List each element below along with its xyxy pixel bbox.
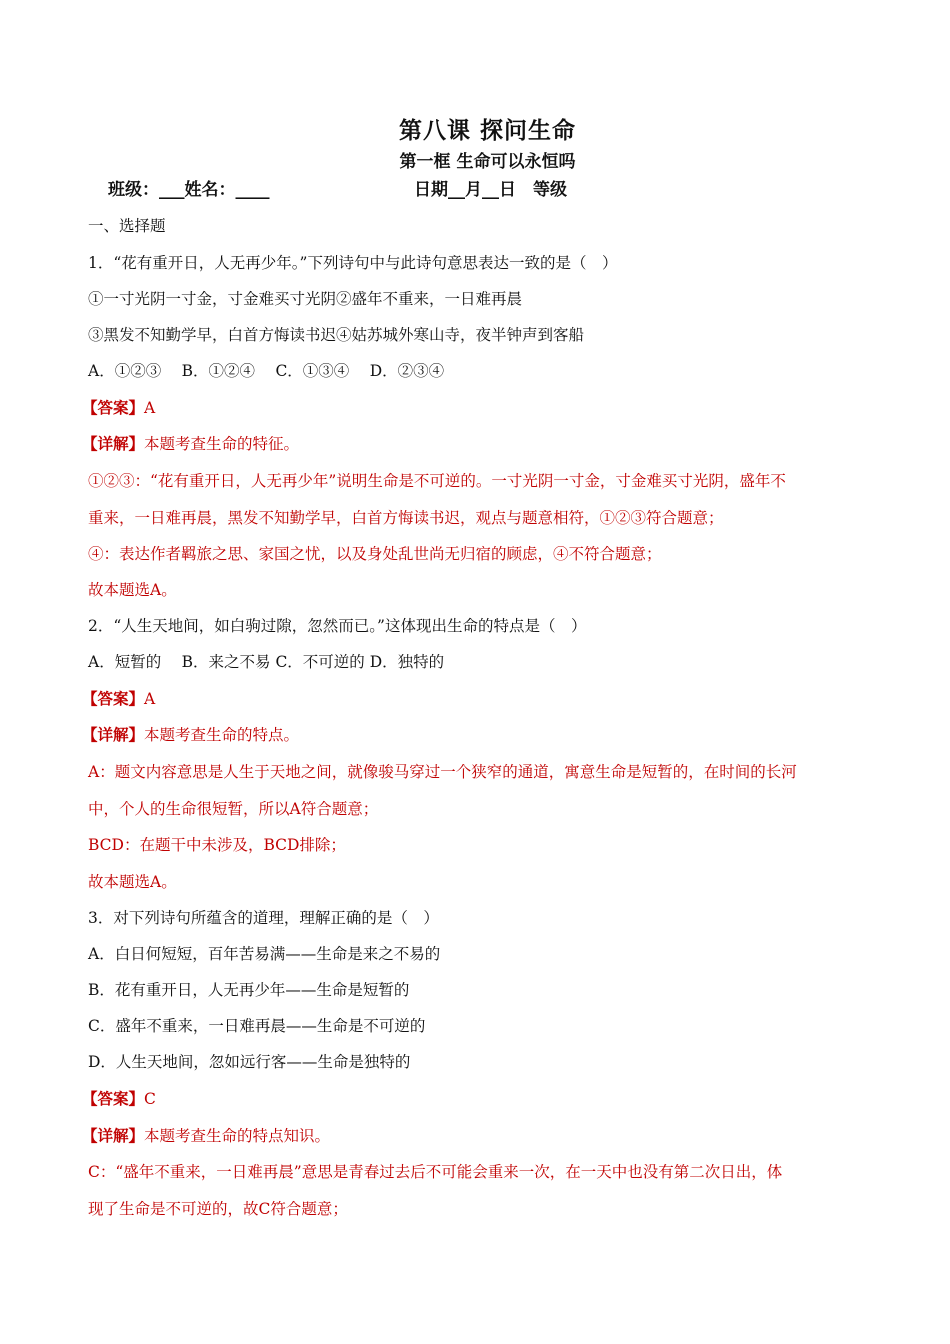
q3-answer xyxy=(82,1087,156,1109)
answer-value: A xyxy=(144,690,156,708)
q3-option-b: B．花有重开日，人无再少年——生命是短暂的 xyxy=(88,981,410,999)
q3-detail xyxy=(82,1124,330,1146)
date-grade-fields: 日期__月__日 等级 xyxy=(414,180,567,200)
q2-choices: A．短暂的 B．来之不易 C．不可逆的 D．独特的 xyxy=(88,653,445,671)
answer-tag: 【答案】 xyxy=(82,398,145,417)
q2-answer xyxy=(82,687,155,709)
q3-stem: 3．对下列诗句所蕴含的道理，理解正确的是（ ） xyxy=(88,909,439,927)
q2-explain-2: 中，个人的生命很短暂，所以A符合题意； xyxy=(88,800,379,818)
detail-text: 本题考查生命的特点。 xyxy=(144,726,300,744)
q1-conclusion: 故本题选A。 xyxy=(88,581,177,599)
q1-explain-1: ①②③：“花有重开日，人无再少年”说明生命是不可逆的。一寸光阴一寸金，寸金难买寸光阴，盛年不 xyxy=(88,472,786,490)
answer-tag: 【答案】 xyxy=(82,689,145,708)
answer-value: A xyxy=(144,399,156,417)
detail-tag: 【详解】 xyxy=(82,434,145,453)
answer-value: C xyxy=(144,1090,156,1108)
q1-explain-2: 重来，一日难再晨，黑发不知勤学早，白首方悔读书迟，观点与题意相符，①②③符合题意； xyxy=(88,509,724,527)
detail-tag: 【详解】 xyxy=(82,1126,145,1145)
q2-conclusion: 故本题选A。 xyxy=(88,873,177,891)
detail-text: 本题考查生命的特征。 xyxy=(144,435,300,453)
q1-options-line1: ①一寸光阴一寸金，寸金难买寸光阴②盛年不重来，一日难再晨 xyxy=(88,290,523,308)
q1-explain-3: ④：表达作者羁旅之思、家国之忧，以及身处乱世尚无归宿的顾虑，④不符合题意； xyxy=(88,545,662,563)
answer-tag: 【答案】 xyxy=(82,1089,145,1108)
section-heading: 一、选择题 xyxy=(88,217,166,235)
q3-option-a: A．白日何短短，百年苦易满——生命是来之不易的 xyxy=(88,945,441,963)
q1-answer xyxy=(82,396,155,418)
q1-options-line2: ③黑发不知勤学早，白首方悔读书迟④姑苏城外寒山寺，夜半钟声到客船 xyxy=(88,326,585,344)
page-title: 第八课 探问生命 xyxy=(398,117,576,144)
detail-text: 本题考查生命的特点知识。 xyxy=(144,1127,331,1145)
q1-stem: 1．“花有重开日，人无再少年。”下列诗句中与此诗句意思表达一致的是（ ） xyxy=(88,254,618,272)
class-name-fields: 班级：___姓名：____ xyxy=(108,180,270,200)
page-subtitle: 第一框 生命可以永恒吗 xyxy=(399,152,576,172)
q1-choices: A．①②③ B．①②④ C．①③④ D．②③④ xyxy=(88,362,445,380)
q2-detail xyxy=(82,723,299,745)
q3-explain-2: 现了生命是不可逆的，故C符合题意； xyxy=(88,1200,348,1218)
q2-explain-3: BCD：在题干中未涉及，BCD排除； xyxy=(88,836,346,854)
detail-tag: 【详解】 xyxy=(82,725,145,744)
q1-detail xyxy=(82,432,299,454)
q2-stem: 2．“人生天地间，如白驹过隙，忽然而已。”这体现出生命的特点是（ ） xyxy=(88,617,587,635)
q3-option-c: C．盛年不重来，一日难再晨——生命是不可逆的 xyxy=(88,1017,426,1035)
q3-explain-1: C：“盛年不重来，一日难再晨”意思是青春过去后不可能会重来一次，在一天中也没有第二次日出，体 xyxy=(88,1163,783,1181)
q2-explain-1: A：题文内容意思是人生于天地之间，就像骏马穿过一个狭窄的通道，寓意生命是短暂的，在时间的长河 xyxy=(88,763,797,781)
q3-option-d: D．人生天地间，忽如远行客——生命是独特的 xyxy=(88,1053,411,1071)
